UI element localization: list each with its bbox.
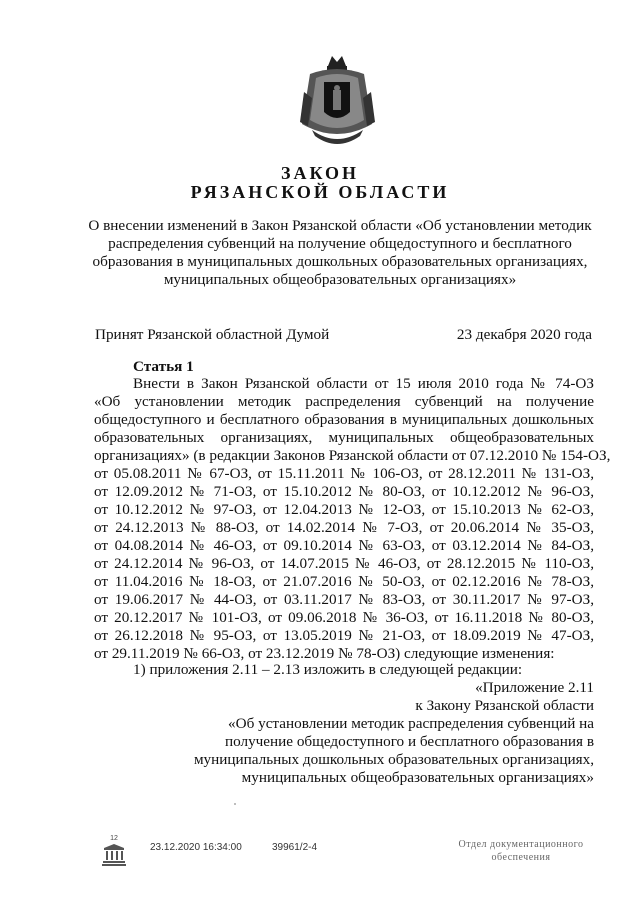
article-line: от 04.08.2014 № 46-ОЗ, от 09.10.2014 № 63-ОЗ, от 03.12.2014 № 84-ОЗ, — [94, 537, 594, 554]
article-line: от 24.12.2013 № 88-ОЗ, от 14.02.2014 № 7-ОЗ, от 20.06.2014 № 35-ОЗ, — [94, 519, 594, 536]
article-line: от 05.08.2011 № 67-ОЗ, от 15.11.2011 № 106-ОЗ, от 28.12.2011 № 131-ОЗ, — [94, 465, 594, 482]
article-line: от 29.11.2019 № 66-ОЗ, от 23.12.2019 № 78-ОЗ) следующие изменения: — [94, 645, 555, 662]
adoption-date: 23 декабря 2020 года — [456, 326, 592, 343]
appendix-label: «Приложение 2.11 — [475, 679, 594, 696]
article-body — [94, 375, 611, 663]
article-line: от 20.12.2017 № 101-ОЗ, от 09.06.2018 № 36-ОЗ, от 16.11.2018 № 80-ОЗ, — [94, 609, 594, 626]
stamp-number: 12 — [110, 835, 118, 842]
appendix-ref: к Закону Рязанской области — [415, 697, 594, 714]
article-line: от 11.04.2016 № 18-ОЗ, от 21.07.2016 № 50-ОЗ, от 02.12.2016 № 78-ОЗ, — [94, 573, 594, 590]
article-line: от 24.12.2014 № 96-ОЗ, от 14.07.2015 № 46-ОЗ, от 28.12.2015 № 110-ОЗ, — [94, 555, 594, 572]
scan-speck — [234, 803, 236, 805]
region-title: РЯЗАНСКОЙ ОБЛАСТИ — [190, 182, 450, 202]
coat-of-arms-emblem — [290, 52, 385, 152]
article-line: от 26.12.2018 № 95-ОЗ, от 13.05.2019 № 21-ОЗ, от 18.09.2019 № 47-ОЗ, — [94, 627, 594, 644]
department-line: Отдел документационного — [458, 839, 584, 850]
appendix-title-line: получение общедоступного и бесплатного образования в — [224, 733, 594, 750]
appendix-title-line: муниципальных общеобразовательных организациях» — [241, 769, 594, 786]
appendix-header — [174, 679, 594, 787]
adoption-body: Принят Рязанской областной Думой — [95, 326, 330, 343]
registration-timestamp: 23.12.2020 16:34:00 — [150, 842, 242, 853]
appendix-title-line: «Об установлении методик распределения субвенций на — [228, 715, 594, 732]
department-line: обеспечения — [491, 852, 551, 863]
article-line: общедоступного и бесплатного образования в муниципальных дошкольных — [94, 411, 594, 428]
law-subject: О внесении изменений в Закон Рязанской области «Об установлении методик распределения субвенций на получение общедоступного и бесплатного образования в муниципальных дошкольных образовательных организациях, муниципальных общеобразовательных организациях» — [88, 217, 592, 288]
article-line: «Об установлении методик распределения субвенций на получение — [94, 393, 594, 410]
registry-stamp-icon — [100, 835, 128, 867]
article-heading: Статья 1 — [133, 358, 194, 375]
article-line: от 10.12.2012 № 97-ОЗ, от 12.04.2013 № 12-ОЗ, от 15.10.2013 № 62-ОЗ, — [94, 501, 594, 518]
article-item-1: 1) приложения 2.11 – 2.13 изложить в следующей редакции: — [133, 661, 523, 678]
department-stamp — [446, 838, 596, 864]
article-line: образовательных организациях, муниципальных общеобразовательных — [94, 429, 594, 446]
article-line: от 19.06.2017 № 44-ОЗ, от 03.11.2017 № 83-ОЗ, от 30.11.2017 № 97-ОЗ, — [94, 591, 594, 608]
document-type-title: ЗАКОН — [280, 163, 360, 183]
article-line: от 12.09.2012 № 71-ОЗ, от 15.10.2012 № 80-ОЗ, от 10.12.2012 № 96-ОЗ, — [94, 483, 594, 500]
article-line: Внести в Закон Рязанской области от 15 июля 2010 года № 74-ОЗ — [133, 375, 594, 392]
registration-id: 39961/2-4 — [272, 842, 318, 853]
appendix-title-line: муниципальных дошкольных образовательных организациях, — [193, 751, 594, 768]
article-line: организациях» (в редакции Законов Рязанской области от 07.12.2010 № 154-ОЗ, — [94, 447, 611, 464]
